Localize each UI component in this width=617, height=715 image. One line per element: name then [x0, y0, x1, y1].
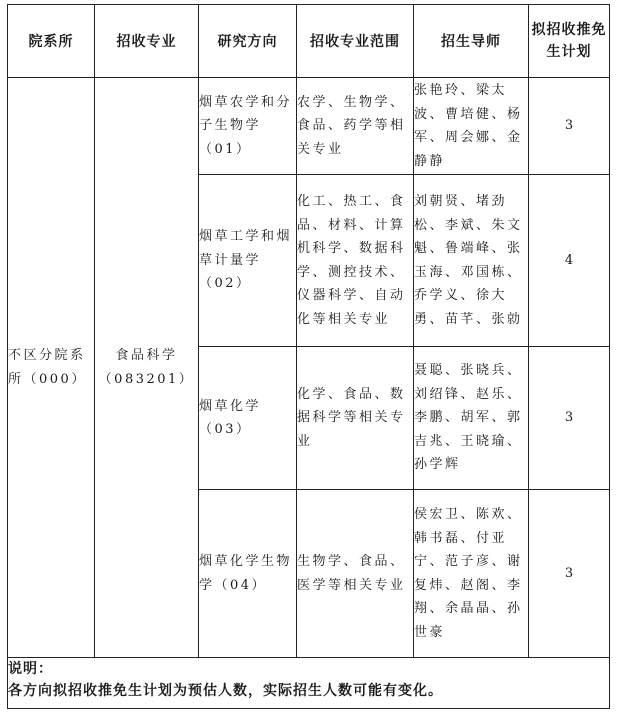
scope-cell: 化学、食品、数据科学等相关专业	[297, 347, 414, 490]
advisors-cell: 侯宏卫、陈欢、韩书磊、付亚宁、范子彦、谢复炜、赵阁、李翔、余晶晶、孙世豪	[414, 490, 529, 658]
major-cell: 食品科学（083201）	[95, 78, 199, 658]
direction-cell: 烟草工学和烟草计量学（02）	[199, 175, 297, 347]
header-research-direction: 研究方向	[199, 5, 297, 78]
department-cell: 不区分院系所（000）	[8, 78, 95, 658]
header-plan: 拟招收推免生计划	[529, 5, 610, 78]
direction-cell: 烟草化学生物学（04）	[199, 490, 297, 658]
header-major: 招收专业	[95, 5, 199, 78]
recommendation-plan-table	[7, 4, 610, 709]
plan-cell: 3	[529, 347, 610, 490]
header-department: 院系所	[8, 5, 95, 78]
plan-cell: 3	[529, 490, 610, 658]
plan-cell: 4	[529, 175, 610, 347]
note-cell	[8, 658, 610, 709]
advisors-cell: 刘朝贤、堵劲松、李斌、朱文魁、鲁端峰、张玉海、邓国栋、乔学义、徐大勇、苗芊、张勍	[414, 175, 529, 347]
table-row	[8, 78, 610, 175]
note-title: 说明：	[8, 661, 53, 677]
direction-cell: 烟草农学和分子生物学（01）	[199, 78, 297, 175]
table-header-row	[8, 5, 610, 78]
scope-cell: 农学、生物学、食品、药学等相关专业	[297, 78, 414, 175]
advisors-cell: 聂聪、张晓兵、刘绍锋、赵乐、李鹏、胡军、郭吉兆、王晓瑜、孙学辉	[414, 347, 529, 490]
scope-cell: 化工、热工、食品、材料、计算机科学、数据科学、测控技术、仪器科学、自动化等相关专业	[297, 175, 414, 347]
advisors-cell: 张艳玲、梁太波、曹培健、杨军、周会娜、金静静	[414, 78, 529, 175]
note-text: 各方向拟招收推免生计划为预估人数，实际招生人数可能有变化。	[8, 683, 443, 699]
header-advisors: 招生导师	[414, 5, 529, 78]
header-major-scope: 招收专业范围	[297, 5, 414, 78]
scope-cell: 生物学、食品、医学等相关专业	[297, 490, 414, 658]
recommendation-plan-document	[7, 4, 609, 709]
direction-cell: 烟草化学（03）	[199, 347, 297, 490]
note-row	[8, 658, 610, 709]
plan-cell: 3	[529, 78, 610, 175]
